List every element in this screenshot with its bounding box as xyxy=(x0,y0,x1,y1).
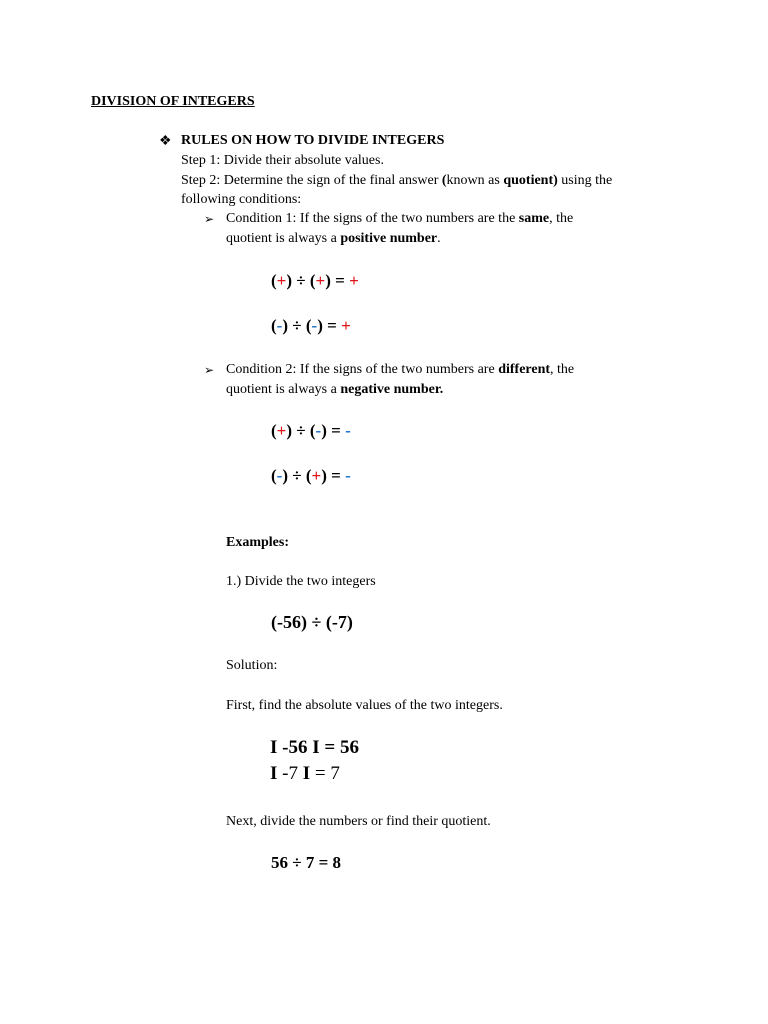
condition-2-different: different xyxy=(498,362,551,377)
page-title: DIVISION OF INTEGERS xyxy=(91,94,255,109)
text-fragment: - xyxy=(345,466,351,485)
text-fragment: - xyxy=(315,421,322,440)
text-fragment: ) xyxy=(282,316,289,335)
condition-1-positive: positive number xyxy=(340,231,438,246)
text-fragment: + xyxy=(276,421,287,440)
step-2-post: using the xyxy=(557,173,613,188)
text-fragment: ( xyxy=(305,466,312,485)
text-fragment: = xyxy=(327,316,337,335)
rule-plus-minus xyxy=(271,421,351,441)
condition-1-end: . xyxy=(437,231,441,246)
text-fragment: + xyxy=(349,271,359,290)
text-fragment: = 7 xyxy=(310,763,340,784)
absolute-value-1: I -56 I = 56 xyxy=(270,737,359,758)
condition-1-same: same xyxy=(518,211,550,226)
arrow-bullet-icon: ➢ xyxy=(204,212,215,226)
division-result: 56 ÷ 7 = 8 xyxy=(271,853,342,872)
text-fragment: ÷ xyxy=(296,421,306,440)
text-fragment: ÷ xyxy=(296,271,306,290)
text-fragment: + xyxy=(311,466,322,485)
text-fragment: ( xyxy=(305,316,312,335)
condition-2-line-2 xyxy=(226,382,443,398)
diamond-bullet-icon: ❖ xyxy=(159,134,172,149)
step-1: Step 1: Divide their absolute values. xyxy=(181,153,384,168)
text-fragment: = xyxy=(331,466,341,485)
text-fragment: - xyxy=(276,316,283,335)
rule-plus-plus xyxy=(271,271,359,291)
text-fragment: ) xyxy=(321,421,327,440)
text-fragment: ) xyxy=(317,316,323,335)
text-fragment: = xyxy=(331,421,341,440)
text-fragment: ( xyxy=(309,271,316,290)
condition-2-line-1 xyxy=(226,362,574,378)
text-fragment: ( xyxy=(271,271,277,290)
examples-heading: Examples: xyxy=(226,535,289,550)
text-fragment: ) xyxy=(282,466,289,485)
condition-1-line2-pre: quotient is always a xyxy=(226,231,341,246)
text-fragment: ( xyxy=(271,316,277,335)
text-fragment: - xyxy=(276,466,283,485)
condition-1-line-1 xyxy=(226,211,573,227)
condition-1-line-2 xyxy=(226,231,441,247)
arrow-bullet-icon: ➢ xyxy=(204,363,215,377)
text-fragment: ) xyxy=(321,466,327,485)
example-1-label: 1.) Divide the two integers xyxy=(226,574,376,589)
text-fragment: - xyxy=(311,316,318,335)
condition-2-mid: , the xyxy=(550,362,575,377)
text-fragment: + xyxy=(315,271,326,290)
text-fragment: ) xyxy=(286,271,293,290)
text-fragment: ( xyxy=(271,466,277,485)
text-fragment: ( xyxy=(271,421,277,440)
text-fragment: + xyxy=(276,271,287,290)
condition-2-line2-pre: quotient is always a xyxy=(226,382,341,397)
text-fragment: I xyxy=(302,763,311,784)
text-fragment: + xyxy=(341,316,351,335)
text-fragment: ) xyxy=(325,271,331,290)
first-step-text: First, find the absolute values of the two integers. xyxy=(226,698,503,713)
text-fragment: = xyxy=(335,271,345,290)
text-fragment: ) xyxy=(286,421,293,440)
text-fragment: -7 xyxy=(277,763,303,784)
condition-1-mid: , the xyxy=(549,211,574,226)
text-fragment: ÷ xyxy=(292,466,302,485)
text-fragment: I xyxy=(270,763,278,784)
step-2 xyxy=(181,173,612,189)
step-2-line-2: following conditions: xyxy=(181,192,302,207)
condition-2-pre: Condition 2: If the signs of the two numbers are xyxy=(226,362,499,377)
text-fragment: ÷ xyxy=(292,316,302,335)
condition-2-negative: negative number. xyxy=(340,382,444,397)
example-1-expression: (-56) ÷ (-7) xyxy=(271,612,353,632)
rule-minus-plus xyxy=(271,466,351,486)
next-step-text: Next, divide the numbers or find their quotient. xyxy=(226,814,491,829)
rule-minus-minus xyxy=(271,316,351,336)
rules-heading: RULES ON HOW TO DIVIDE INTEGERS xyxy=(181,133,445,148)
step-2-paren: ( xyxy=(441,173,447,188)
absolute-value-2 xyxy=(270,763,340,785)
solution-label: Solution: xyxy=(226,658,278,673)
step-2-pre: Step 2: Determine the sign of the final answer xyxy=(181,173,442,188)
step-2-known: known as xyxy=(446,173,504,188)
text-fragment: - xyxy=(345,421,351,440)
text-fragment: ( xyxy=(309,421,316,440)
step-2-quotient: quotient) xyxy=(503,173,558,188)
condition-1-pre: Condition 1: If the signs of the two numbers are the xyxy=(226,211,519,226)
